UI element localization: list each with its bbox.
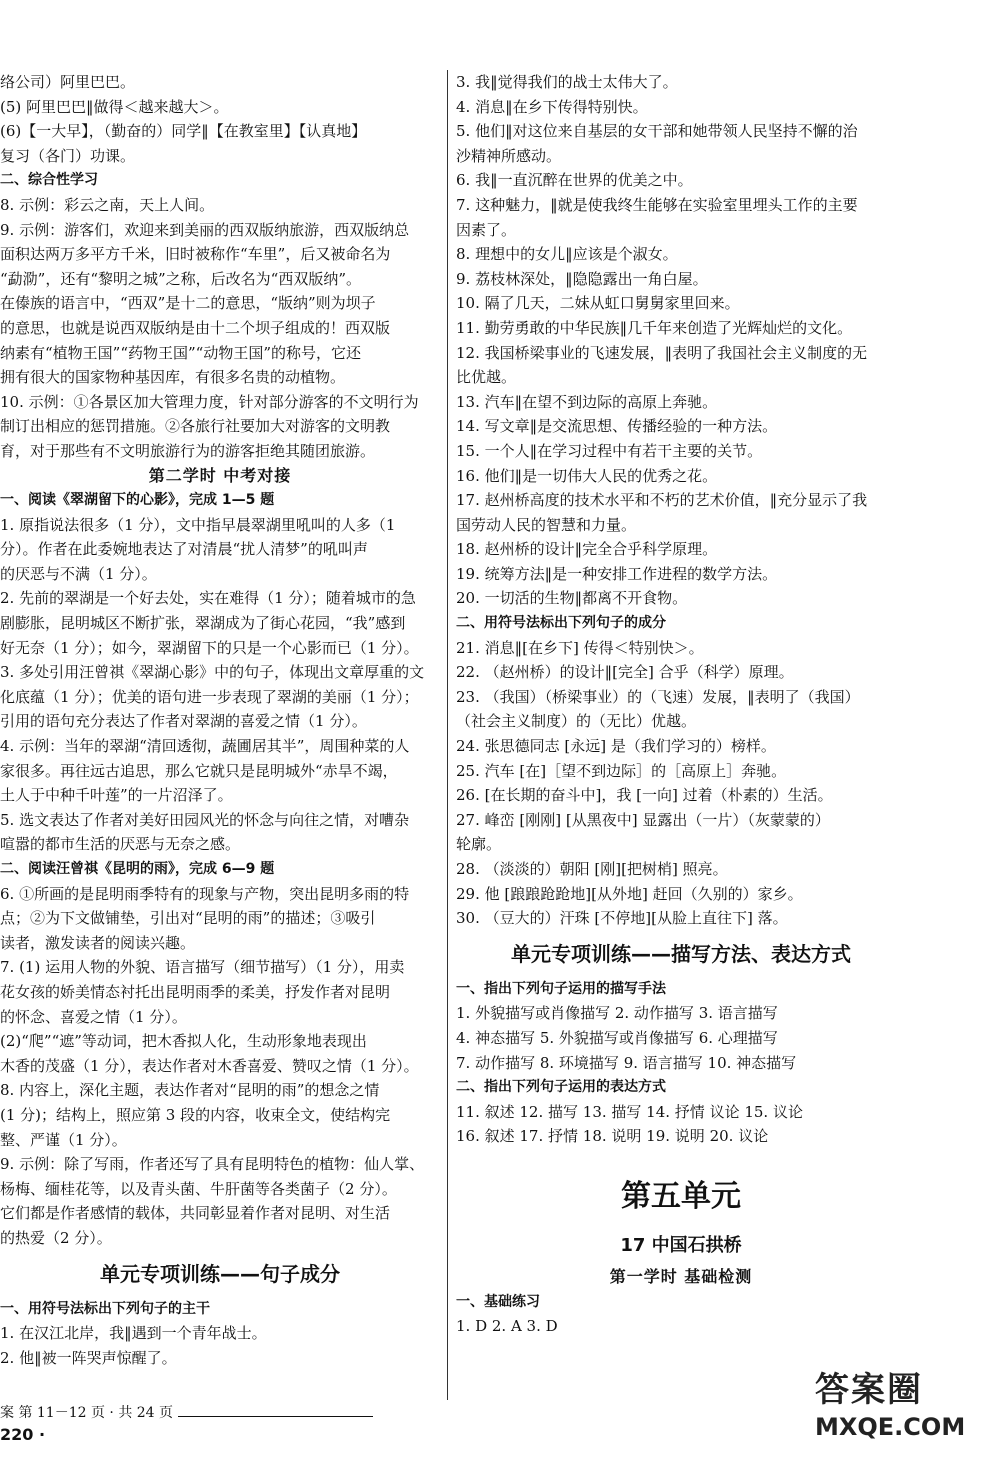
text-line: 剧膨胀，昆明城区不断扩张，翠湖成为了街心花园，“我”感到: [0, 614, 406, 633]
text-line: 1. 外貌描写或肖像描写 2. 动作描写 3. 语言描写: [456, 1004, 778, 1023]
text-line: 4. 神态描写 5. 外貌描写或肖像描写 6. 心理描写: [456, 1028, 778, 1047]
title-line: 17 中国石拱桥: [620, 1234, 742, 1256]
text-line: 29. 他 [踉踉跄跄地][从外地] 赶回（久别的）家乡。: [456, 884, 803, 903]
watermark-logo: [815, 1362, 995, 1452]
text-line: 纳素有“植物王国”“药物王国”“动物王国”的称号，它还: [0, 343, 362, 362]
text-line: 10. 示例：①各景区加大管理力度，针对部分游客的不文明行为: [0, 392, 419, 411]
text-line: 10. 隔了几天，二妹从虹口舅舅家里回来。: [456, 294, 740, 313]
text-line: 制订出相应的惩罚措施。②各旅行社要加大对游客的文明教: [0, 417, 391, 436]
text-line: 1. 在汉江北岸，我‖遇到一个青年战士。: [0, 1324, 267, 1343]
column-divider: [447, 70, 448, 1400]
title-line: 单元专项训练——句子成分: [100, 1261, 340, 1286]
text-line: 23. （我国）（桥梁事业）的（飞速）发展，‖表明了（我国）: [456, 687, 860, 706]
text-line: 8. 理想中的女儿‖应该是个淑女。: [456, 245, 678, 264]
text-line: 16. 叙述 17. 抒情 18. 说明 19. 说明 20. 议论: [456, 1127, 769, 1146]
text-line: 2. 他‖被一阵哭声惊醒了。: [0, 1348, 177, 1367]
text-line: 它们都是作者感情的载体，共同彰显着作者对昆明、对生活: [0, 1204, 391, 1223]
text-line: 27. 峰峦 [刚刚] [从黑夜中] 显露出（一片）（灰蒙蒙的）: [456, 810, 830, 829]
text-line: 11. 勤劳勇敢的中华民族‖几千年来创造了光辉灿烂的文化。: [456, 318, 853, 337]
text-line: 引用的语句充分表达了作者对翠湖的喜爱之情（1 分）。: [0, 712, 367, 731]
text-line: 花女孩的娇美情态衬托出昆明雨季的柔美，抒发作者对昆明: [0, 982, 391, 1001]
page-footer: [0, 1402, 373, 1446]
text-line: 国劳动人民的智慧和力量。: [456, 515, 637, 534]
footer-pages: 案 第 11－12 页 · 共 24 页: [0, 1402, 373, 1424]
section-heading: 一、指出下列句子运用的描写手法: [456, 980, 666, 997]
text-line: 比优越。: [456, 368, 517, 387]
text-line: 2. 先前的翠湖是一个好去处，实在难得（1 分）；随着城市的急: [0, 589, 416, 608]
text-line: 4. 示例：当年的翠湖“清回透彻，蔬圃居其半”，周围种菜的人: [0, 737, 410, 756]
text-line: 6. 我‖一直沉醉在世界的优美之中。: [456, 171, 693, 190]
text-line: 的怀念、喜爱之情（1 分）。: [0, 1007, 187, 1026]
text-line: 在傣族的语言中，“西双”是十二的意思，“版纳”则为坝子: [0, 294, 376, 313]
text-line: 络公司）阿里巴巴。: [0, 73, 136, 91]
text-line: 1. D 2. A 3. D: [456, 1317, 558, 1336]
text-line: 4. 消息‖在乡下传得特别快。: [456, 97, 648, 116]
text-line: 9. 示例：除了写雨，作者还写了具有昆明特色的植物：仙人掌、: [0, 1155, 425, 1174]
section-heading: 二、综合性学习: [0, 172, 98, 189]
section-heading: 一、阅读《翠湖留下的心影》，完成 1—5 题: [0, 492, 275, 509]
text-line: 木香的茂盛（1 分），表达作者对木香喜爱、赞叹之情（1 分）。: [0, 1056, 419, 1075]
text-line: 家很多。再往远古追思，那么它就只是昆明城外“赤旱不竭，: [0, 761, 398, 780]
text-line: 26. [在长期的奋斗中]，我 [一向] 过着（朴素的）生活。: [456, 786, 833, 805]
text-line: 12. 我国桥梁事业的飞速发展，‖表明了我国社会主义制度的无: [456, 343, 868, 362]
text-line: 25. 汽车 [在]［望不到边际］的［高原上］奔驰。: [456, 761, 787, 780]
text-line: 沙精神所感动。: [456, 146, 562, 165]
text-line: 13. 汽车‖在望不到边际的高原上奔驰。: [456, 392, 718, 411]
text-line: 1. 原指说法很多（1 分），文中指早晨翠湖里吼叫的人多（1: [0, 515, 396, 534]
text-line: 喧嚣的都市生活的厌恶与无奈之感。: [0, 835, 241, 854]
text-line: 土人于中种千叶莲”的一片沼泽了。: [0, 786, 233, 805]
text-line: 分）。作者在此委婉地表达了对清晨“扰人清梦”的吼叫声: [0, 540, 368, 559]
text-line: 面积达两万多平方千米，旧时被称作“车里”，后又被命名为: [0, 245, 391, 264]
text-line: 5. 选文表达了作者对美好田园风光的怀念与向往之情，对嘈杂: [0, 810, 410, 829]
text-line: 3. 我‖觉得我们的战士太伟大了。: [456, 73, 678, 91]
text-line: 19. 统筹方法‖是一种安排工作进程的数学方法。: [456, 564, 778, 583]
text-line: (1 分)；结构上，照应第 3 段的内容，收束全文，使结构完: [0, 1105, 391, 1124]
text-line: 30. （豆大的）汗珠 [不停地][从脸上直往下] 落。: [456, 909, 788, 928]
text-line: 22. （赵州桥）的设计‖[完全] 合乎（科学）原理。: [456, 663, 794, 682]
section-heading: 二、阅读汪曾祺《昆明的雨》，完成 6—9 题: [0, 861, 275, 877]
watermark-url: MXQE.COM: [815, 1413, 966, 1441]
text-line: 28. （淡淡的）朝阳 [刚][把树梢] 照亮。: [456, 860, 728, 878]
text-line: 21. 消息‖[在乡下] 传得＜特别快＞。: [456, 638, 704, 657]
text-line: 好无奈（1 分）；如今，翠湖留下的只是一个心影而已（1 分）。: [0, 638, 419, 657]
text-line: 7. 动作描写 8. 环境描写 9. 语言描写 10. 神态描写: [456, 1053, 797, 1072]
text-line: 15. 一个人‖在学习过程中有若干主要的关节。: [456, 441, 763, 460]
text-line: 17. 赵州桥高度的技术水平和不朽的艺术价值，‖充分显示了我: [456, 491, 868, 510]
text-line: (2)“爬”“遮”等动词，把木香拟人化，生动形象地表现出: [0, 1032, 367, 1051]
text-line: (5) 阿里巴巴‖做得＜越来越大＞。: [0, 97, 229, 116]
text-line: 杨梅、缅桂花等，以及青头菌、牛肝菌等各类菌子（2 分）。: [0, 1179, 397, 1198]
section-heading: 二、用符号法标出下列句子的成分: [456, 615, 666, 632]
text-line: 14. 写文章‖是交流思想、传播经验的一种方法。: [456, 417, 778, 436]
text-line: 8. 示例：彩云之南，天上人间。: [0, 195, 215, 214]
text-line: 轮廓。: [456, 835, 502, 854]
text-line: 整、严谨（1 分）。: [0, 1130, 127, 1149]
page-number: 220 ·: [0, 1425, 46, 1444]
text-line: 24. 张思德同志 [永远] 是（我们学习的）榜样。: [456, 737, 776, 756]
title-line: 单元专项训练——描写方法、表达方式: [511, 941, 851, 966]
text-line: 9. 示例：游客们，欢迎来到美丽的西双版纳旅游，西双版纳总: [0, 220, 410, 239]
text-line: 拥有很大的国家物种基因库，有很多名贵的动植物。: [0, 368, 346, 387]
text-line: “勐泐”，还有“黎明之城”之称，后改名为“西双版纳”。: [0, 269, 362, 288]
title-line: 第一学时 基础检测: [609, 1266, 753, 1286]
text-line: 因素了。: [456, 220, 517, 239]
text-line: (6)【一大早】，（勤奋的）同学‖【在教室里】【认真地】: [0, 122, 367, 141]
text-line: 18. 赵州桥的设计‖完全合乎科学原理。: [456, 540, 718, 559]
text-line: 读者，激发读者的阅读兴趣。: [0, 933, 196, 952]
section-heading: 一、用符号法标出下列句子的主干: [0, 1300, 210, 1317]
section-heading: 一、基础练习: [456, 1293, 540, 1310]
text-line: 6. ①所画的是昆明雨季特有的现象与产物，突出昆明多雨的特: [0, 884, 410, 903]
text-line: 点；②为下文做铺垫，引出对“昆明的雨”的描述；③吸引: [0, 909, 376, 928]
watermark-brand: 答案圈: [815, 1370, 923, 1410]
text-line: 的意思，也就是说西双版纳是由十二个坝子组成的！西双版: [0, 318, 391, 337]
title-line: 第五单元: [621, 1178, 741, 1214]
text-line: 20. 一切活的生物‖都离不开食物。: [456, 589, 688, 608]
left-column: [0, 70, 440, 1370]
right-column: [456, 70, 906, 1339]
text-line: 的热爱（2 分）。: [0, 1228, 112, 1247]
section-heading: 二、指出下列句子运用的表达方式: [456, 1079, 666, 1096]
text-line: 9. 荔枝林深处，‖隐隐露出一角白屋。: [456, 269, 708, 288]
text-line: 化底蕴（1 分）；优美的语句进一步表现了翠湖的美丽（1 分）；: [0, 687, 419, 706]
text-line: （社会主义制度）的（无比）优越。: [456, 712, 697, 731]
text-line: 7. (1) 运用人物的外貌、语言描写（细节描写）（1 分），用卖: [0, 958, 405, 977]
text-line: 11. 叙述 12. 描写 13. 描写 14. 抒情 议论 15. 议论: [456, 1102, 803, 1121]
text-line: 7. 这种魅力，‖就是使我终生能够在实验室里埋头工作的主要: [456, 195, 858, 214]
text-line: 的厌恶与不满（1 分）。: [0, 564, 157, 583]
text-line: 育，对于那些有不文明旅游行为的游客拒绝其随团旅游。: [0, 441, 376, 460]
text-line: 3. 多处引用汪曾祺《翠湖心影》中的句子，体现出文章厚重的文: [0, 663, 425, 682]
text-line: 5. 他们‖对这位来自基层的女干部和她带领人民坚持不懈的治: [456, 122, 858, 141]
title-line: 第二学时 中考对接: [148, 465, 292, 485]
footer-rule: [178, 1416, 373, 1417]
text-line: 16. 他们‖是一切伟大人民的优秀之花。: [456, 466, 718, 485]
text-line: 8. 内容上，深化主题，表达作者对“昆明的雨”的想念之情: [0, 1081, 380, 1100]
text-line: 复习（各门）功课。: [0, 146, 136, 165]
